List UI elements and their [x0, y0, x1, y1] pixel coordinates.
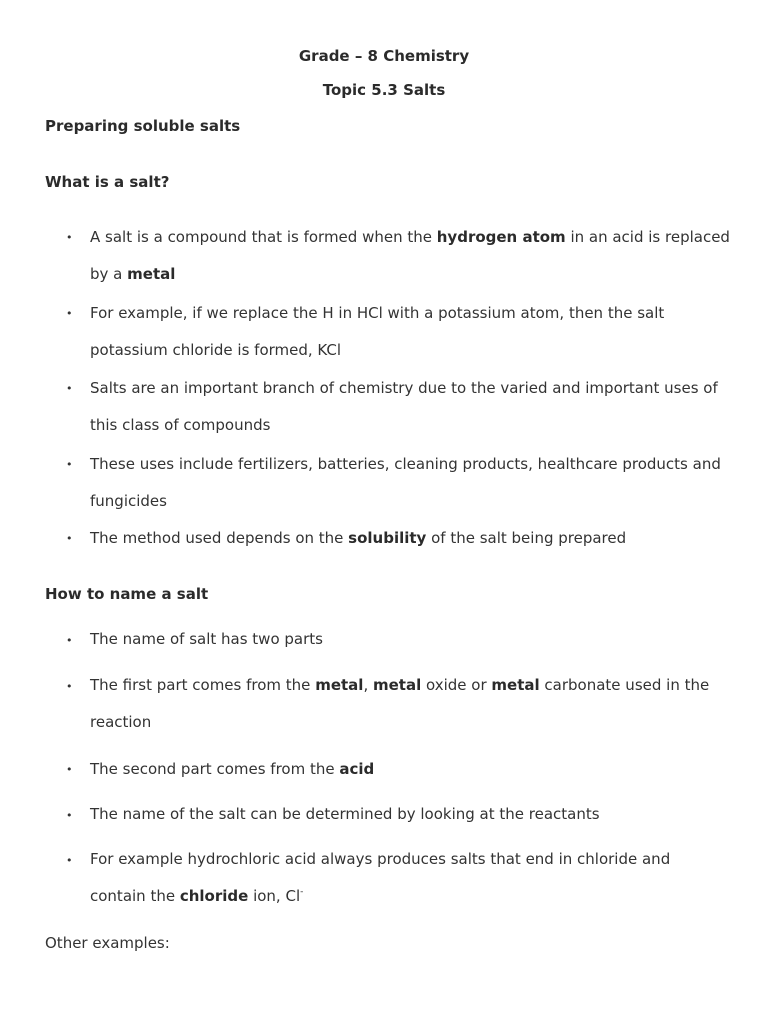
- list-item: [90, 446, 730, 520]
- item-bold-text: acid: [339, 760, 375, 778]
- bullet-marker: •: [66, 532, 73, 545]
- bullet-marker: •: [66, 680, 73, 693]
- item-text: carbonate used in the reaction: [90, 676, 710, 731]
- item-bold-text: metal: [127, 265, 176, 283]
- item-text: The second part comes from the: [90, 760, 340, 778]
- list-item: [90, 370, 730, 444]
- item-bold-text: chloride: [179, 887, 249, 905]
- item-text: Salts are an important branch of chemistry due to the varied and important uses of this class of compounds: [90, 379, 718, 434]
- item-text: of the salt being prepared: [426, 529, 627, 547]
- item-text: The first part comes from the: [90, 676, 316, 694]
- item-text: For example, if we replace the H in HCl with a potassium atom, then the salt potassium chloride is formed, KCl: [90, 304, 665, 359]
- bullet-marker: •: [66, 763, 73, 776]
- list-item: [90, 751, 730, 788]
- item-text: The name of salt has two parts: [90, 630, 323, 648]
- list-item: [90, 295, 730, 369]
- item-text: oxide or: [421, 676, 492, 694]
- item-text: The method used depends on the: [90, 529, 349, 547]
- list-item: [90, 796, 730, 833]
- section-heading-how-to-name-a-salt: How to name a salt: [45, 585, 209, 603]
- bullet-marker: •: [66, 809, 73, 822]
- list-item: [90, 667, 730, 741]
- item-text: in an acid is replaced by a: [90, 228, 730, 283]
- topic-title: Topic 5.3 Salts: [322, 81, 446, 99]
- item-bold-text: hydrogen atom: [436, 228, 566, 246]
- section-heading-what-is-a-salt: What is a salt?: [45, 173, 170, 191]
- section-heading-preparing-soluble-salts: Preparing soluble salts: [45, 117, 241, 135]
- item-bold-text: metal: [315, 676, 364, 694]
- bullet-marker: •: [66, 382, 73, 395]
- list-item: [90, 219, 730, 293]
- item-text: ion, Cl: [248, 887, 301, 905]
- bullet-marker: •: [66, 307, 73, 320]
- item-text: These uses include fertilizers, batteries, cleaning products, healthcare products and fungicides: [90, 455, 721, 510]
- bullet-marker: •: [66, 854, 73, 867]
- superscript-charge: -: [300, 887, 304, 897]
- item-bold-text: metal: [491, 676, 540, 694]
- bullet-marker: •: [66, 231, 73, 244]
- list-item: [90, 841, 730, 915]
- item-text: The name of the salt can be determined by looking at the reactants: [90, 805, 600, 823]
- other-examples-label: Other examples:: [45, 934, 170, 952]
- item-text: ,: [363, 676, 373, 694]
- item-bold-text: solubility: [348, 529, 427, 547]
- list-item: [90, 520, 730, 557]
- document-title: Grade – 8 Chemistry: [298, 47, 470, 65]
- bullet-marker: •: [66, 634, 73, 647]
- item-text: For example hydrochloric acid always produces salts that end in chloride and contain the: [90, 850, 671, 905]
- item-text: A salt is a compound that is formed when the: [90, 228, 437, 246]
- list-item: [90, 621, 730, 658]
- bullet-marker: •: [66, 458, 73, 471]
- item-bold-text: metal: [372, 676, 422, 694]
